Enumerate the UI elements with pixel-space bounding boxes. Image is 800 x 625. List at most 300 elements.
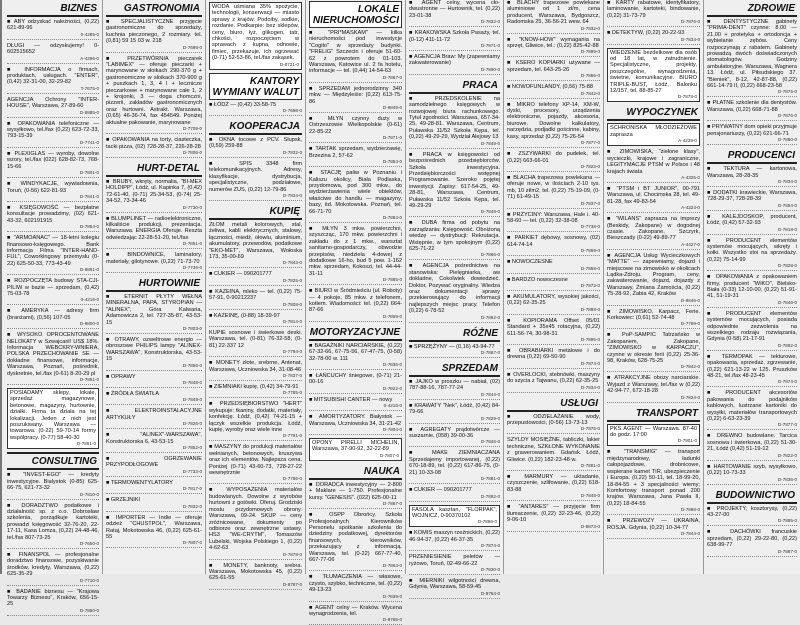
classified-ad bbox=[707, 390, 797, 430]
ad-text: ■ PRODUCENT elementów systemów mocujących, posiada odpowiednie zezwolenia na wszelkiego rodzaju rozwiązania, Gdynia (0-58) 21-17-91 bbox=[707, 310, 797, 343]
classified-ad bbox=[607, 48, 700, 103]
ad-code: D-7876-0 bbox=[777, 113, 797, 119]
classified-ad bbox=[106, 408, 202, 429]
ad-code: D-7871-0 bbox=[480, 43, 500, 49]
classified-ad bbox=[707, 354, 797, 388]
ad-text: ■ MONETY złote, srebrne, Antenat, Warszawa, Uczniowska 34, 31-08-46 bbox=[209, 360, 302, 373]
classified-ad bbox=[7, 205, 99, 232]
classified-ad bbox=[707, 190, 797, 211]
ad-code: D-7864-0 bbox=[382, 563, 402, 569]
ad-text: ■ PROJEKTY, kosztorysy, (0,22) 43-27-00 bbox=[707, 505, 797, 518]
ad-code: D-7851-0 bbox=[182, 241, 202, 247]
ad-code: D-8885-0 bbox=[79, 109, 99, 115]
ad-code: D-7839-0 bbox=[382, 593, 402, 599]
section-heading: GASTRONOMIA bbox=[106, 1, 202, 17]
classified-ad bbox=[607, 186, 700, 213]
section-heading: LOKALE NIERUCHOMOŚCI bbox=[309, 1, 402, 28]
ad-code: D-7880-0 bbox=[777, 137, 797, 143]
ad-text: ■ INFORMACJA o firmach, produktach, usługach. "ENTER", (0,42) 32-31-00, 32-29-82 bbox=[7, 66, 99, 86]
ad-code: D-7830-0 bbox=[480, 566, 500, 572]
ad-code: D-7848-0 bbox=[480, 209, 500, 215]
ad-code: D-7709-0 bbox=[182, 126, 202, 132]
classified-ad bbox=[209, 401, 302, 441]
ad-code: D-7899-0 bbox=[580, 49, 600, 55]
classified-ad bbox=[7, 67, 99, 94]
classified-ad bbox=[106, 56, 202, 134]
section-heading: KUPIĘ bbox=[209, 204, 302, 220]
section-heading: HURT-DETAL bbox=[106, 161, 202, 177]
ad-text: ■ "KNOW-HOW" wymagania na sprzęt, Gliwice, tel.: (0,22) 825-42-88 bbox=[507, 36, 600, 50]
ad-code: D-7852-0 bbox=[182, 445, 202, 451]
classified-ad bbox=[209, 384, 302, 398]
ad-text: POSIADAMY sklepy, lokale, sprzedaż magazynowe, betonowe, magazyny, hurtownie, działki. Firma ta działa na tej lokalizacji. Jeden z nich jest poszukiwany. Warszawa — towarowa. (0-22) 59-70-14 formy wspólpracy. (0-77) 58-40-30 bbox=[10, 390, 96, 441]
ad-code: D-7866-0 bbox=[580, 73, 600, 79]
ad-code: D-7878-0 bbox=[282, 551, 302, 557]
classified-ad bbox=[106, 374, 202, 388]
classified-ad bbox=[607, 149, 700, 183]
ad-code: D-7895-0 bbox=[580, 337, 600, 342]
ad-text: ■ CUKIER — 090201777 bbox=[209, 271, 272, 278]
ad-text: ■ JAJKO w proszku — nabiał, (02) 787-88-16, 787-77-24 bbox=[409, 379, 500, 392]
classified-ad bbox=[209, 222, 302, 268]
ad-code: D-7791-0 bbox=[282, 433, 302, 439]
classified-ad bbox=[106, 216, 202, 250]
classified-ad bbox=[7, 278, 99, 305]
classified-ad bbox=[309, 414, 402, 435]
classified-ad bbox=[309, 170, 402, 223]
ad-column bbox=[4, 0, 102, 613]
ad-column bbox=[503, 0, 603, 574]
ad-code: D-7858-0 bbox=[580, 265, 600, 271]
ad-text: ■ ABY odzyskać należności, (0,22) 621-89-96 bbox=[7, 19, 99, 32]
classified-ad bbox=[507, 372, 600, 393]
ad-code: 0-4216-0 bbox=[80, 297, 99, 303]
classified-ad bbox=[409, 450, 500, 484]
ad-text: ■ STACJĘ paliw w Poznaniu i Kaliszu okolicy, Biała Podlaska, przydomowa, pod 300 mkw., do wydzierżawienia wiele obiektów, właściwe do handlu — magazyny, bazy, itd. Mokotowska. Poznań, tel. 66-71-70 bbox=[309, 170, 402, 215]
classified-ad bbox=[607, 123, 700, 146]
ad-text: ■ DUBA firma od pobytu na zarządzania: Księgowość. Obniżoną wiedzę — dystrybucji: Rekrutacja. Wstępnie, w tym spokojnym (0,22) 625-71-22 bbox=[409, 220, 500, 252]
ad-code: A-4325-0 bbox=[681, 174, 700, 180]
ad-code: D-7836-0 bbox=[777, 476, 797, 482]
ad-text: ■ OGRZEWANIE PRZYPODŁOGOWE bbox=[106, 456, 202, 469]
ad-code: D-7862-0 bbox=[480, 314, 500, 320]
ad-text: OPONY PIRELLI MICHELIN, Warszawa, 37-90-92, 32-22-89 bbox=[312, 440, 399, 453]
ad-code: D-7804-0 bbox=[382, 427, 402, 433]
classified-ad bbox=[106, 294, 202, 334]
classified-ad bbox=[507, 212, 600, 233]
classified-ad bbox=[209, 487, 302, 559]
ad-column bbox=[102, 0, 205, 574]
ad-code: A-4427-0 bbox=[681, 241, 700, 247]
ad-text: ■ BRUBY, wkręty, normalia, "BI-MEX HOLDIPP", Łódź, ul. Kapinka 7, (0,42) 72-61-40, (0-71) 25-34-53, (0-74) 25-34-52, 73-34-46 bbox=[106, 178, 202, 205]
ad-code: D-7832-0 bbox=[480, 19, 500, 25]
ad-code: D-7867-0 bbox=[382, 74, 402, 80]
ad-code: D-7856-0 bbox=[182, 362, 202, 368]
ad-text: ■ AMERYKA — adresy firm (branżami), (0,56) 107-05 bbox=[7, 308, 99, 321]
ad-text: ■ ŻRÓDŁA ŚWIATŁA bbox=[106, 391, 160, 398]
ad-code: D-7810-0 bbox=[79, 491, 99, 497]
ad-text: ■ MŁYN 3 mkw. powierzchni, szyszcząc, 170 mkw. powierzchni i zakładu do z 1 mkw., warsztat sanitarno-gospodarczy, obwodzie przepisów, niedziela 4-dowej z dodatkowe 16-ho, bud 5 pow. 1-162 mkw. sprzedam, Kokoszi, tel. 44-44-31-11 bbox=[309, 225, 402, 277]
ad-text: ■ OVERLOCKI, stebnówki, maszyny do szycia z Tajwanu, (0,22) 62-35-25 bbox=[507, 371, 600, 385]
ad-code: D-7875-0 bbox=[580, 426, 600, 432]
ad-text: FASOLA kasztan, "FLORPAK", WOJNICZ, 0-90370102 bbox=[412, 506, 497, 519]
ad-code: D-7834-0 bbox=[777, 178, 797, 184]
ad-text: ■ PRZETWÓRNIA pieczarek "LABIMEX" — oferuje pieczarki + marynowane w słoikach 290-370 g + gastronomiczne w słoikach 370-900 g + puszkach 1, 3, 4 l + lecznicze pieczarkowe + marynowane całe 1, 2 + krojonki, 3 — doga chomczni, pizzerii, zakładów gastronomicznych oraz hurtowni. Astrakt. Warszawa, (0,65) 46-36-74, fax 454549. Poniżej aktualne pakowanie, marynowane bbox=[106, 55, 202, 126]
section-heading: SPRZEDAM bbox=[409, 361, 500, 377]
ad-column bbox=[603, 0, 703, 574]
ad-text: ■ PLEXIGLAS — wyroby, dowolne wzory, tel./fax (022) 628-82-73, 768-15-66 bbox=[7, 150, 99, 170]
ad-text: ■ "PTSM i BT JUNIOR", 00-791 Warszawa, ul. Chocimska 28, tel. 49-81-28, fax 49-83-54 bbox=[607, 185, 700, 205]
ad-code: T-7675-0 bbox=[80, 85, 99, 91]
ad-code: D-7818-0 bbox=[777, 226, 797, 232]
ad-code: D-7834-0 bbox=[680, 36, 700, 42]
ad-code: D-7837-0 bbox=[282, 373, 302, 378]
ad-text: ■ DODATKI krawieckie, Warszawa, 728-29-37, 728-28-39 bbox=[707, 189, 797, 203]
classified-ad bbox=[409, 403, 500, 424]
classified-ad bbox=[409, 379, 500, 400]
ad-text: ■ KOMIS maszyn rzeźnickich, (0,22) 46-94-37, (0,22) 46-37-35 bbox=[409, 530, 500, 543]
ad-text: ■ DETEKTYW, (0,22) 20-22-93 bbox=[607, 30, 685, 37]
classified-ad bbox=[106, 391, 202, 405]
ad-text: PRZENIESIENIE peletów — ryżowo, Toruń, 02-49-66-22 bbox=[409, 554, 500, 567]
ad-text: ■ BIURO w Śródmieściu (ul. Roboty) — 4 pokoje, 85 mkw. z telefonem, kotłem. Wiadomości: tel. (0,22) 664-87-66 bbox=[309, 288, 402, 314]
ad-code: D-7848-0 bbox=[182, 380, 202, 386]
classified-ad bbox=[309, 146, 402, 167]
classified-ad bbox=[309, 116, 402, 143]
classified-ad bbox=[707, 214, 797, 235]
classified-ad bbox=[309, 397, 402, 411]
classified-ad bbox=[7, 388, 99, 449]
ad-text: ■ PRACA w księgowości od bezpośrednich przedsiębiorców. Szkoła inwestycyjna. Przedsiębiorczości wstępnej Programowanie. Szeroko pojętej inwestycji. Zapisy: 617-54-25, 49-28-81, Warszawa, Centrum, Puławska 11/52 Szkoła Kępa, tel. 49-29-29 bbox=[409, 151, 500, 209]
ad-text: ■ ZIMOWISKA, "ziełone klasy", wycieczki, krajowe i zagraniczne, LEGITYMACJE PTSM w Polsce i 48 krajach świata bbox=[607, 149, 700, 175]
ad-code: D-8765-0 bbox=[382, 617, 402, 623]
ad-code: D-7698-0 bbox=[282, 108, 302, 114]
ad-code: D-7881-0 bbox=[580, 463, 600, 469]
ad-code: D-7885-0 bbox=[777, 518, 797, 524]
classified-ad bbox=[409, 220, 500, 260]
ad-text: ■ KAZEINĘ, (0-88) 18-39-97 bbox=[209, 312, 280, 319]
classified-ad bbox=[106, 456, 202, 477]
ad-code: D-7843-0 bbox=[282, 260, 302, 266]
ad-code: A-4296-0 bbox=[80, 55, 99, 61]
ad-code: D-7877-0 bbox=[580, 140, 600, 146]
ad-text: ■ WYSOKO OPROCENTOWANE NELOKATY w Szwajcarii! US$ 18%. Informacja WEBCKRY-WNIERA, POLSKA PRZECHOWANIE SE — dokładne finansowe, informacje, Warszawa, Poznań, pośrednik, dyskretnie, tel./fax (0-61) 8-20-29 pl bbox=[7, 332, 99, 377]
classified-ad bbox=[409, 505, 500, 528]
ad-code: D-7888-0 bbox=[580, 306, 600, 312]
classified-ad bbox=[106, 137, 202, 158]
ad-text: ■ OPAKOWANIA telefoniczne — wysyłkowo, tel./fax (0,22) 623-72-33, 793-15-39 bbox=[7, 120, 99, 140]
ad-code: D-7866-0 bbox=[480, 252, 500, 258]
ad-text: ■ ROZPOCZĘTA budowy STA-CJI-PILIW w bazie — sprzedam, (0,42) 75-03-78 bbox=[7, 278, 99, 297]
ad-text: ■ BLACHA trapezowa powlekana — oferuje nowe, w ilościach 2-10 tys. mb, 10 zł/m2, tel. (0,22) 75-19-09, (0-71) 61-49-15 bbox=[507, 174, 600, 201]
classified-ad bbox=[409, 152, 500, 218]
ad-text: ■ "ALINEX"-WARSZAWA", Konstruktorska 6, 43-53-15 bbox=[106, 432, 202, 445]
ad-code: D-7842-0 bbox=[680, 364, 700, 370]
classified-ad bbox=[209, 271, 302, 285]
classified-ad bbox=[707, 464, 797, 485]
ad-text: ■ ELEKTROINSTALACYJNE ARTYKUŁY bbox=[106, 408, 202, 421]
classified-ad bbox=[409, 30, 500, 51]
ad-text: ■ ZIEMNIAKI kupię, (0,42) 34-79-91 bbox=[209, 384, 299, 390]
ad-code: D-7806-0 bbox=[182, 149, 202, 155]
ad-column bbox=[205, 0, 305, 587]
classified-ad bbox=[409, 578, 500, 599]
ad-code: D-7874-0 bbox=[480, 543, 500, 549]
ad-code: D-7868-0 bbox=[680, 507, 700, 513]
ad-text: ■ AGENCJA Braw: My (zapewniamy zakwaterowanie) bbox=[409, 54, 500, 67]
classified-ad bbox=[7, 308, 99, 329]
classified-ad bbox=[507, 437, 600, 471]
ad-text: ■ MARMURY — uktadanie, czyszczenie, szlifowanie, (0,22) 618-83-88 bbox=[507, 474, 600, 493]
classified-ad bbox=[209, 102, 302, 116]
classified-ad bbox=[507, 151, 600, 172]
ad-text: ■ AGENCJA Usług Wycieczkowych "MATTE" — zapewniamy, dojazd i miejscowe na zimowisko w okolicach Lądka-Zdroju. Program, ceny, zakwaterowanie, dojazd, dojazdy z Warszawy, Żmiana Zamościa, (0,22) 75-28-92, Żabia 42, Kraków bbox=[607, 252, 700, 298]
classified-ad bbox=[409, 263, 500, 322]
section-heading: RÓŻNE bbox=[409, 326, 500, 342]
ad-text: WODA uśmiana 35% spożycie, technologii, konserwacji — miasto sprawy z krajów. Podoiby, sodkie, rozdanie. Podkarpie: bez sklepów, ceny, biuro, łyż, glikogen, tatr, chkości, rozpoczęciem w sprawach z kupna, odnowie, fimiec, przekazuje, ich ogrzewać (0-71) 52-53-86, tel./fax zakąsek. bbox=[212, 4, 299, 62]
ad-code: D-8731-0 bbox=[279, 61, 299, 67]
ad-code: D-7878-0 bbox=[677, 94, 697, 100]
ad-text: ■ PRYWATNY dom opieki przyjmuje pensjonariuszy, (0,22) 621-66-71 bbox=[707, 124, 797, 137]
ad-text: ■ OBRABIARKI metalowe i do drewna (0,22) 69-50-90 bbox=[507, 348, 600, 361]
ad-text: ■ AGENT celny — Kraków. Wycena wynagrodzenia, tel. bbox=[309, 604, 402, 617]
ad-text: ■ ETERNIT PŁYTY WEŁNA MINERALNA, PAPA, STYROPIAN — "ALINEX", Góra Kalwaria, Adamowicza 2, tel. 727-35-87, 43-53-15 bbox=[106, 293, 202, 326]
ad-code: D-7789-0 bbox=[680, 321, 700, 327]
classified-ad bbox=[7, 121, 99, 148]
classified-ad bbox=[409, 427, 500, 448]
classified-ad bbox=[7, 472, 99, 499]
ad-text: ■ DACHÓWKI francuskie sprzedam, (0,22) 29-22-80, (0,22) 638-99-77 bbox=[707, 529, 797, 549]
classified-ad bbox=[7, 552, 99, 586]
classified-ad bbox=[106, 179, 202, 213]
ad-code: D-7849-0 bbox=[480, 140, 500, 146]
ad-code: A-4224-0 bbox=[681, 205, 700, 211]
ad-text: ■ "ARMOANAC" — 18-letni kolegiu finansowo-księgowego. Bank informacja Filma "INTER-HAND-FUL", Coworkingowy przemysłu (0-22) 625-50-33, 773-43-49 bbox=[7, 235, 99, 267]
classified-ad bbox=[507, 348, 600, 369]
ad-text: SZYLDY MOSIĘŻNE, tabliczki, lakier techniczne, SZKŁONE WYKONANIE z grawerowaniem. Gdańsk. Łódź, Gliwice. (0,22) 182-23-48 w. bbox=[507, 437, 600, 463]
ad-code: D-7901-0 bbox=[677, 438, 697, 444]
ad-code: D-7814-0 bbox=[282, 318, 302, 324]
ad-text: ■ KSERO KOPIARKI używane — sprzedam, tel. 643-25-26 bbox=[507, 60, 600, 73]
ad-code: D-7824-0 bbox=[680, 394, 700, 400]
classified-ad bbox=[209, 2, 302, 70]
classified-ad bbox=[209, 360, 302, 381]
ad-code: D-7823-0 bbox=[580, 163, 600, 169]
classified-ad bbox=[607, 332, 700, 372]
classified-ad bbox=[7, 97, 99, 118]
ad-code: D-7832-0 bbox=[580, 25, 600, 31]
ad-code: D-7854-0 bbox=[79, 224, 99, 230]
ad-text: ■ PRZEDSIĘBIORSTWO "HERT" wykupuje: tkaniny, dodatki, materiały, konfekcję. Łódź, (0,42) 74-21-15 + łączyk wszelkie produkcja. Łódź, kupię, wyroby oraz wiele inne bbox=[209, 401, 302, 434]
ad-text: ■ OPAKOWANIA z opakowaniem firmy, producent "WIKO", Bielsko-Biała (0-33) 12-10-00, (0,22) 51-91-41, 51-19-31 bbox=[707, 274, 797, 300]
ad-column bbox=[305, 0, 405, 623]
classified-ad bbox=[106, 337, 202, 371]
classified-ad bbox=[707, 311, 797, 351]
ad-text: ■ NOWOCZESNE bbox=[507, 259, 553, 266]
ad-code: D-7850-0 bbox=[79, 607, 99, 613]
ad-text: ■ GRZEJNIKI bbox=[106, 497, 141, 504]
ad-text: ■ PRZYCINY: Warszawa, Hale i. 40-58-60 — tel. (0,22) 32-38-08 bbox=[507, 211, 600, 224]
ad-text: ■ KSIĘGOWOŚĆ — bezpłatne konsultacje prowadzimy, (02) 621-43-32, 602191915 bbox=[7, 204, 99, 224]
classified-ad bbox=[7, 151, 99, 178]
ad-text: ■ AGENT celny, wycena cło-dwustronne — Hurtownik, tel. (0,22) 23-01-38 bbox=[409, 0, 500, 19]
classified-ad bbox=[507, 37, 600, 58]
section-heading: USŁUGI bbox=[507, 396, 600, 412]
section-heading: ZDROWIE bbox=[707, 1, 797, 17]
classified-ad bbox=[7, 503, 99, 549]
section-heading: TRANSPORT bbox=[607, 406, 700, 422]
classified-ad bbox=[106, 252, 202, 273]
classified-ad bbox=[707, 19, 797, 97]
ad-text: ■ OSPP Obrońcy. Szkoła Profesjonalnych Kierowników Personelu spotkanie szkolenia do dziedziny podatkowej, dyrektorów finansowych, kierowników, przekazujący z informacją. Warszawa, tel. (0-22) 667-77-40, 667-77-06 bbox=[309, 512, 402, 563]
section-heading: BUDOWNICTWO bbox=[707, 488, 797, 504]
ad-text: ■ PRZEWOZY — UKRAINA, ROSJA. Gdynia, (0,22) 10-34-77 bbox=[607, 518, 700, 531]
classified-ad bbox=[409, 487, 500, 501]
section-heading: NAUKA bbox=[309, 464, 402, 480]
classified-ad bbox=[507, 0, 600, 34]
ad-code: D-7874-0 bbox=[580, 360, 600, 366]
ad-text: ■ AGENCJA pośrednictwa na stanowiska: Pielęgniarka, aw dokladne, Cokolwiek dowiedzieć. Doktor, Pozywać oryginalny. Wiedza oraz dokumentacji sprawy przekierowujący do informacji najlepszych miejsc pracy. Telefon (0,22) 6-78-52 bbox=[409, 263, 500, 315]
ad-code: D-7842-0 bbox=[580, 90, 600, 96]
ad-code: D-7845-0 bbox=[580, 493, 600, 499]
ad-code: D-8873-0 bbox=[580, 523, 600, 529]
ad-text: ■ BINDOWNICE, laminatory, materiały, gilotynowe. (0,22) 71-73-70 bbox=[106, 252, 202, 265]
classified-ad bbox=[507, 235, 600, 256]
classified-ad bbox=[309, 30, 402, 83]
ad-code: D-7832-0 bbox=[282, 149, 302, 155]
ad-code: D-7822-0 bbox=[777, 452, 797, 458]
ad-code: D-7730-0 bbox=[182, 204, 202, 210]
classified-ad bbox=[309, 482, 402, 509]
classified-ad bbox=[607, 424, 700, 447]
ad-text: ■ DENTYSTYCZNE gabinety "PRIMA-DENT" czynne: 8.00 — 21.00 + protetyka + ortodoncja + wybielanie zębów. Ceny rozpoczynają z rabatem. Gabinety prowadzą dwóch doświadczonych stomatologów. Godziny ambulatoryjne. Warszawa, Wagnera 13. Łódź, ul. Piłsudskiego 37. "Bieniek", 8-12, 42-87-88, (0,22) 661-14-79 II, (0,22) 668-23-58 bbox=[707, 19, 797, 90]
ad-text: ■ KRAKOWSKA Szkoła Pasaży, tel. (0-12) 411-11-72 bbox=[409, 30, 500, 43]
classified-ad bbox=[607, 0, 700, 27]
classified-ad bbox=[409, 530, 500, 551]
ad-text: ■ "ANTARES" — przyjęcie firm tłumaczenie, (0,22) 32-23-46, (0,22) 9-06-10 bbox=[507, 504, 600, 524]
ad-code: D-7887-0 bbox=[777, 548, 797, 554]
ad-code: D-8767-0 bbox=[282, 581, 302, 587]
ad-code: D-7862-0 bbox=[777, 342, 797, 348]
classified-ad bbox=[507, 414, 600, 435]
ad-text: ■ TARTAK sprzedam, wydzierżawię, Brzezina 2, 57-62 bbox=[309, 146, 402, 159]
ad-code: D-7844-0 bbox=[680, 530, 700, 536]
left-edge-strip bbox=[0, 0, 2, 574]
classified-ad bbox=[607, 216, 700, 250]
ad-text: ■ KALEJDOSKOP, producent, Łódź, (0,42) 57-32-93 bbox=[707, 213, 797, 227]
classified-ad bbox=[707, 238, 797, 272]
classified-ad bbox=[106, 19, 202, 53]
classified-ad bbox=[707, 124, 797, 145]
ad-code: D-7738-0 bbox=[580, 224, 600, 230]
ad-text: ■ AGREGATY prądotwórcze — suszarnie, (058) 39-00-36 bbox=[409, 426, 500, 440]
ad-text: ■ TERMOPAK — tekturowe, opakowania, sprzedaż, zgrzewanie, (0,22) 621-13-22 w 125. Pruszków 48-21, tel./fax 48-23-45 bbox=[707, 353, 797, 380]
ad-code: D-7867-0 bbox=[480, 350, 500, 356]
classified-ad bbox=[409, 344, 500, 358]
ad-text: ■ CUKIER — 090201777 bbox=[409, 487, 472, 494]
classified-ad bbox=[209, 330, 302, 357]
ad-code: D-7874-0 bbox=[777, 379, 797, 385]
classified-ad bbox=[7, 332, 99, 385]
classified-ad bbox=[607, 375, 700, 402]
ad-code: D-7881-0 bbox=[480, 476, 500, 482]
ad-text: ■ ŁAŃCUCHY śniegowe, (0-71) 21-00-16 bbox=[309, 373, 402, 386]
ad-code: D-7854-0 bbox=[777, 202, 797, 208]
classified-ad bbox=[106, 480, 202, 494]
classified-ad bbox=[309, 226, 402, 285]
classified-ad bbox=[507, 294, 600, 315]
ad-text: ■ MIKRO telefony XP-14, XM-W, dyski, procesory, urządzenia elektroniczne, pojazdy, akcesoria, biurowe. Dowolne kalkulatory, narzędzia, podjadki gościnne, kabiny, kasy, sprzedaż (0,22) 75-26-54 bbox=[507, 101, 600, 140]
ad-code: D-7650-0 bbox=[79, 540, 99, 546]
ad-text: ■ KRAWATY "Nek", Łódź, (0,42) 84-79-66 bbox=[409, 402, 500, 416]
ad-code: D-7785-0 bbox=[282, 390, 302, 396]
ad-code: D-7807-0 bbox=[182, 540, 202, 546]
ad-text: ■ MONETY, banknoty, srebra. Warszawa, Mokotowska 45, (0,22) 625-61-55 bbox=[209, 562, 302, 582]
classified-ad bbox=[707, 529, 797, 556]
classified-ad bbox=[106, 497, 202, 511]
ad-code: D-7854-0 bbox=[382, 159, 402, 165]
classified-ad bbox=[507, 84, 600, 98]
ad-text: ■ "WILANS" zaprasza na imprezy (Beskidy, Zakopane) w dogodnej czasie. Zakopane, Szczyrk, Bieszczady (0-22) 49-89-77 bbox=[607, 216, 700, 242]
ad-text: ■ SPIS 3348 firm telekomunikacyjnych. Adresy, klasyfikacje, dystrybucja, specjalistyczne, podziałowe, numerów ZUS, (0,22) 12-79-86 bbox=[209, 160, 302, 193]
classified-ad bbox=[209, 563, 302, 590]
ad-code: D-7733-0 bbox=[182, 468, 202, 474]
classified-ad bbox=[309, 373, 402, 394]
classified-ad bbox=[7, 589, 99, 616]
ad-text: ■ MITSUBISHI CANTER — nowy bbox=[309, 396, 393, 403]
ad-code: D-7834-0 bbox=[282, 192, 302, 198]
ad-code: D-7836-0 bbox=[382, 362, 402, 368]
ad-code: D-7829-0 bbox=[480, 415, 500, 421]
classified-ad bbox=[507, 277, 600, 291]
classified-ad bbox=[106, 515, 202, 549]
ad-code: D-7832-0 bbox=[182, 503, 202, 509]
ad-code: D-7871-0 bbox=[382, 135, 402, 141]
ad-text: ■ FINANSPOL — profesjonalne doradztwo finansowe, pozyskiwanie środków, kredyty, Warszawa, (0,22) 625-35-29 bbox=[7, 551, 99, 578]
ad-column bbox=[703, 0, 800, 574]
classified-ad bbox=[707, 274, 797, 308]
ad-text: ■ PŁATNE szkolenie dla dentystów. Warszawa, (0,22) 668-71-88 bbox=[707, 100, 797, 113]
section-heading: PRACA bbox=[409, 78, 500, 94]
classified-ad bbox=[409, 54, 500, 75]
ad-code: D-7828-0 bbox=[777, 263, 797, 269]
ad-text: PKS AGENT — Warszawa. 87-40 do godz. 17:00 bbox=[610, 425, 697, 439]
section-heading: PRODUCENCI bbox=[707, 148, 797, 164]
ad-code: D-7803-0 bbox=[182, 326, 202, 331]
classified-ad bbox=[607, 449, 700, 515]
ad-code: D-7846-0 bbox=[480, 439, 500, 445]
ad-code: D-7859-0 bbox=[382, 313, 402, 319]
ad-code: D-7861-0 bbox=[76, 441, 96, 447]
classified-ad bbox=[507, 504, 600, 531]
classified-ad bbox=[707, 166, 797, 187]
ad-code: D-7876-0 bbox=[680, 19, 700, 25]
ad-code: D-7867-0 bbox=[382, 501, 402, 507]
ad-text: ■ PRODUCENT elementów systemów mocujących, wkręty i kołki. Wszystko stoi na sprzedaży. (0,22) 75-14-99 bbox=[707, 237, 797, 263]
ad-text: ■ WYPOSAŻENIA materiałów budowlanych. Dowolne z wyrobów hurtowni z gotówki. Oferuj. Grodziski mostu przydomowych obrony. Warszawa, 09-24. SKUP — ceny zróżnicowane, dokumenty po odbiorze oraz zewnętrzne ustawy. HS3 "WE-CRYTM", Tomaszów Lubelski, Wojska Polskiego 1, (0,22) 4-62-63 bbox=[209, 487, 302, 552]
ad-code: D-7808-0 bbox=[282, 301, 302, 307]
ad-text: ■ BADANIE biznesu — "Krajowa Towarzy Biznesu", Kraków, 656-15-25 bbox=[7, 588, 99, 608]
section-heading: BIZNES bbox=[7, 1, 99, 17]
classified-ad bbox=[209, 161, 302, 201]
classified-ad bbox=[409, 554, 500, 575]
ad-code: D-7807-0 bbox=[379, 452, 399, 458]
classified-ad bbox=[707, 100, 797, 121]
classified-ad bbox=[507, 60, 600, 81]
ad-text: ■ PRODUCENT akcesoriów pakowania do podajników kablowych, lustrzane kartoniki do wysyłki, materiałów transportowych (0,22) 6-63-23-39 bbox=[707, 390, 797, 423]
ad-code: D-7822-0 bbox=[382, 385, 402, 391]
classified-ad bbox=[507, 102, 600, 148]
